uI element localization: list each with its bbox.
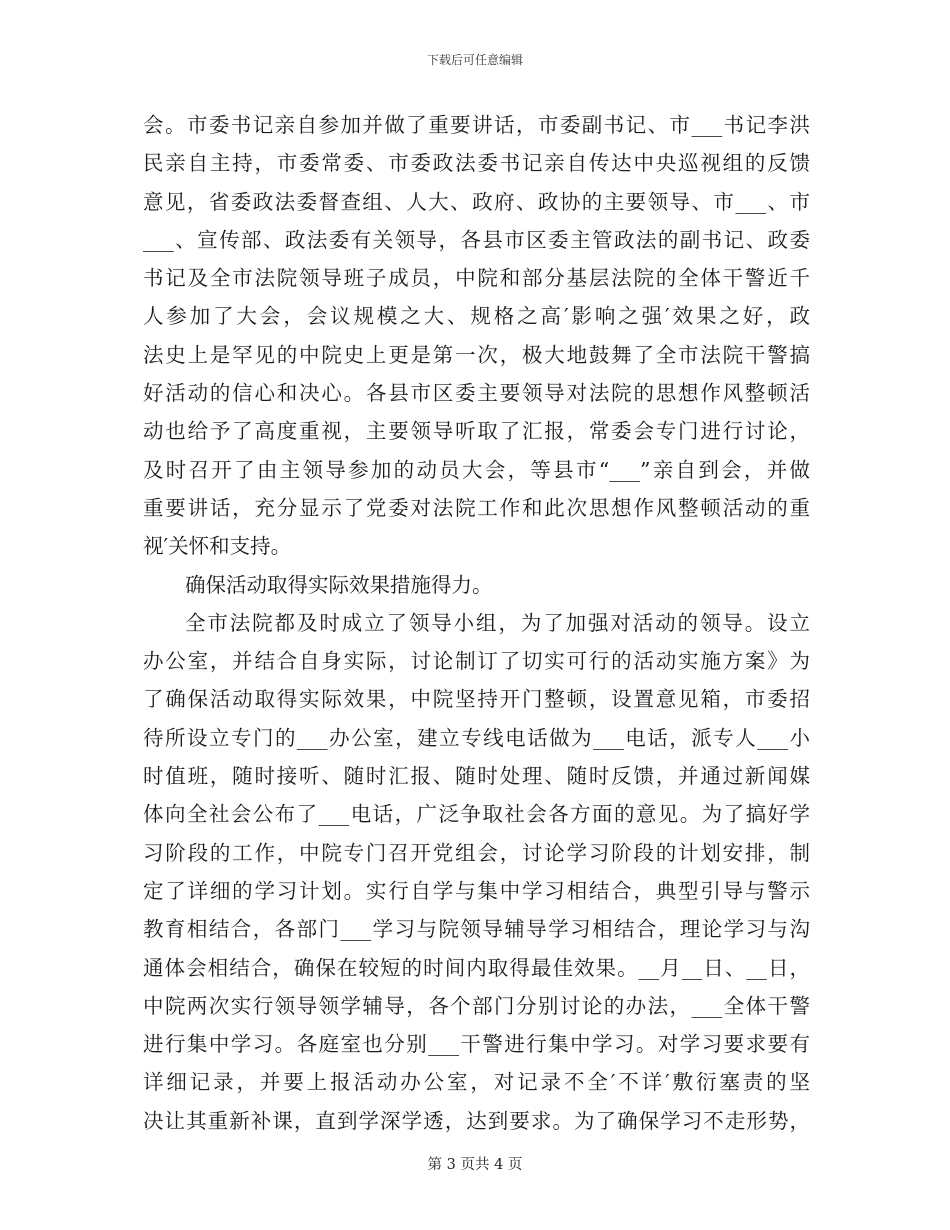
paragraph-heading: 确保活动取得实际效果措施得力。 <box>185 572 493 597</box>
body-line: 待所设立专门的___办公室，建立专线电话做为___电话，派专人___小 <box>143 725 810 750</box>
body-line: 定了详细的学习计划。实行自学与集中学习相结合，典型引导与警示 <box>143 878 810 903</box>
page-number: 第 3 页共 4 页 <box>427 1157 523 1173</box>
body-line: 好活动的信心和决心。各县市区委主要领导对法院的思想作风整顿活 <box>143 381 810 406</box>
body-line: 重要讲话，充分显示了党委对法院工作和此次思想作风整顿活动的重 <box>143 495 810 520</box>
body-line: 进行集中学习。各庭室也分别___干警进行集中学习。对学习要求要有 <box>143 1032 810 1057</box>
body-line: 法史上是罕见的中院史上更是第一次，极大地鼓舞了全市法院干警搞 <box>143 342 810 367</box>
body-line: 会。市委书记亲自参加并做了重要讲话，市委副书记、市___书记李洪 <box>143 113 810 137</box>
body-line: 通体会相结合，确保在较短的时间内取得最佳效果。__月__日、__日， <box>143 955 810 980</box>
body-line: 办公室，并结合自身实际，讨论制订了切实可行的活动实施方案》为 <box>143 649 810 674</box>
page-header: 下载后可任意编辑 <box>426 53 523 67</box>
body-line: 教育相结合，各部门___学习与院领导辅导学习相结合，理论学习与沟 <box>143 917 810 942</box>
body-line: 习阶段的工作，中院专门召开党组会，讨论学习阶段的计划安排，制 <box>143 840 810 865</box>
body-line: 全市法院都及时成立了领导小组，为了加强对活动的领导。设立 <box>185 610 810 635</box>
body-line: 中院两次实行领导领学辅导，各个部门分别讨论的办法，___全体干警 <box>143 993 810 1018</box>
body-line: 动也给予了高度重视，主要领导听取了汇报，常委会专门进行讨论， <box>143 419 810 444</box>
body-line: 人参加了大会，会议规模之大、规格之高′影响之强′效果之好，政 <box>143 304 810 329</box>
body-line: 时值班，随时接听、随时汇报、随时处理、随时反馈，并通过新闻媒 <box>143 764 810 789</box>
body-line: 及时召开了由主领导参加的动员大会，等县市“___”亲自到会，并做 <box>143 457 810 482</box>
body-line: 了确保活动取得实际效果，中院坚持开门整顿，设置意见箱，市委招 <box>143 687 810 712</box>
body-line: 书记及全市法院领导班子成员，中院和部分基层法院的全体干警近千 <box>143 266 810 291</box>
body-line: 体向全社会公布了___电话，广泛争取社会各方面的意见。为了搞好学 <box>143 802 810 827</box>
body-line: 详细记录，并要上报活动办公室，对记录不全′不详′敷衍塞责的坚 <box>143 1070 810 1095</box>
body-line: 意见，省委政法委督查组、人大、政府、政协的主要领导、市___、市 <box>143 189 810 214</box>
body-line: 视′关怀和支持。 <box>143 534 292 559</box>
body-line: 决让其重新补课，直到学深学透，达到要求。为了确保学习不走形势， <box>143 1108 810 1133</box>
body-line: 民亲自主持，市委常委、市委政法委书记亲自传达中央巡视组的反馈 <box>143 151 810 176</box>
body-line: ___、宣传部、政法委有关领导，各县市区委主管政法的副书记、政委 <box>143 227 810 252</box>
document-body <box>143 106 810 1140</box>
